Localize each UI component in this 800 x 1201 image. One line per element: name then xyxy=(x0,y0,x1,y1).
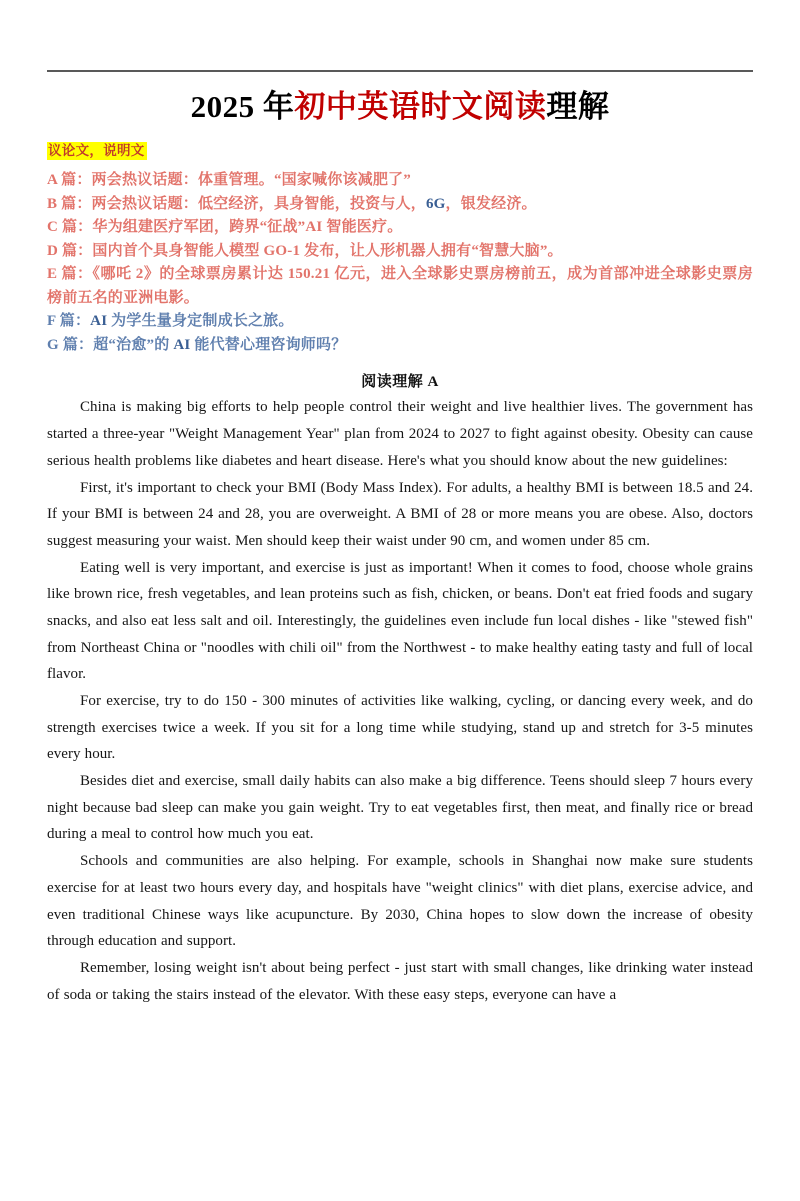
toc-item-c: C 篇：华为组建医疗军团，跨界“征战”AI 智能医疗。 xyxy=(47,219,403,236)
toc-item-emphasis: AI xyxy=(90,313,108,330)
toc-item-e: E 篇：《哪吒 2》的全球票房累计达 150.21 亿元，进入全球影史票房榜前五，成为首部冲进全球影史票房榜前五名的亚洲电影。 xyxy=(47,266,753,306)
page-title-segment-2: 理解 xyxy=(546,89,610,124)
header-divider xyxy=(47,70,753,72)
page-title-segment-0: 2025 年 xyxy=(190,89,295,124)
passage-paragraph: Remember, losing weight isn't about being perfect - just start with small changes, like drinking water instead of soda or taking the stairs instead of the elevator. With these easy steps, everyone can have a xyxy=(47,959,753,1003)
toc-item-b: B 篇：两会热议话题：低空经济，具身智能，投资与人，6G，银发经济。 xyxy=(47,195,537,212)
genre-tag-row xyxy=(47,142,753,161)
passage-paragraph: Schools and communities are also helping. For example, schools in Shanghai now make sure students exercise for at least two hours every day, and hospitals have "weight clinics" with diet plans, exercise advice, and even traditional Chinese ways like acupuncture. By 2030, China hopes to slow down the increase of obesity through education and support. xyxy=(47,853,753,950)
passage-paragraph: Eating well is very important, and exercise is just as important! When it comes to food, choose whole grains like brown rice, fresh vegetables, and lean proteins such as fish, chicken, or beans. Don't eat fried foods and sugary snacks, and also eat less salt and oil. Interestingly, the guidelines even include fun local dishes - like "stewed fish" from Northeast China or "noodles with chili oil" from the Northwest - to make healthy eating tasty and full of local flavor. xyxy=(47,559,753,683)
passage-paragraph: Besides diet and exercise, small daily habits can also make a big difference. Teens should sleep 7 hours every night because bad sleep can make you gain weight. Try to eat vegetables first, then meat, and finally rice or bread during a meal to control how much you eat. xyxy=(47,773,753,843)
reading-body xyxy=(47,394,753,1008)
passage-paragraph: For exercise, try to do 150 - 300 minutes of activities like walking, cycling, or dancing every week, and do strength exercises twice a week. If you sit for a long time while studying, stand up and stretch for 3-5 minutes every hour. xyxy=(47,693,753,763)
toc-item-d: D 篇：国内首个具身智能人模型 GO-1 发布，让人形机器人拥有“智慧大脑”。 xyxy=(47,242,563,259)
passage-paragraph: China is making big efforts to help people control their weight and live healthier lives. The government has started a three-year "Weight Management Year" plan from 2024 to 2027 to fight against obesity. Obesity can cause serious health problems like diabetes and heart disease. Here's what you should know about the new guidelines: xyxy=(47,399,753,469)
toc-item-a: A 篇：两会热议话题：体重管理。“国家喊你该减肥了” xyxy=(47,172,411,189)
document-page xyxy=(0,70,800,1201)
table-of-contents xyxy=(47,169,753,357)
passage-paragraph: First, it's important to check your BMI (Body Mass Index). For adults, a healthy BMI is between 18.5 and 24. If your BMI is between 24 and 28, you are overweight. A BMI of 28 or more means you are obese. Also, doctors suggest measuring your waist. Men should keep their waist under 90 cm, and women under 85 cm. xyxy=(47,479,753,549)
toc-item-emphasis: AI xyxy=(173,336,191,353)
toc-item-emphasis: 6G xyxy=(425,195,446,212)
reading-section-heading: 阅读理解 A xyxy=(361,374,439,391)
page-title-segment-1: 初中英语时文阅读 xyxy=(294,89,547,124)
toc-item-g: G 篇：超“治愈”的 AI 能代替心理咨询师吗？ xyxy=(47,336,347,353)
genre-highlight-label: 议论文，说明文 xyxy=(47,142,147,161)
page-title xyxy=(47,89,753,126)
toc-item-f: F 篇：AI 为学生量身定制成长之旅。 xyxy=(47,313,294,330)
